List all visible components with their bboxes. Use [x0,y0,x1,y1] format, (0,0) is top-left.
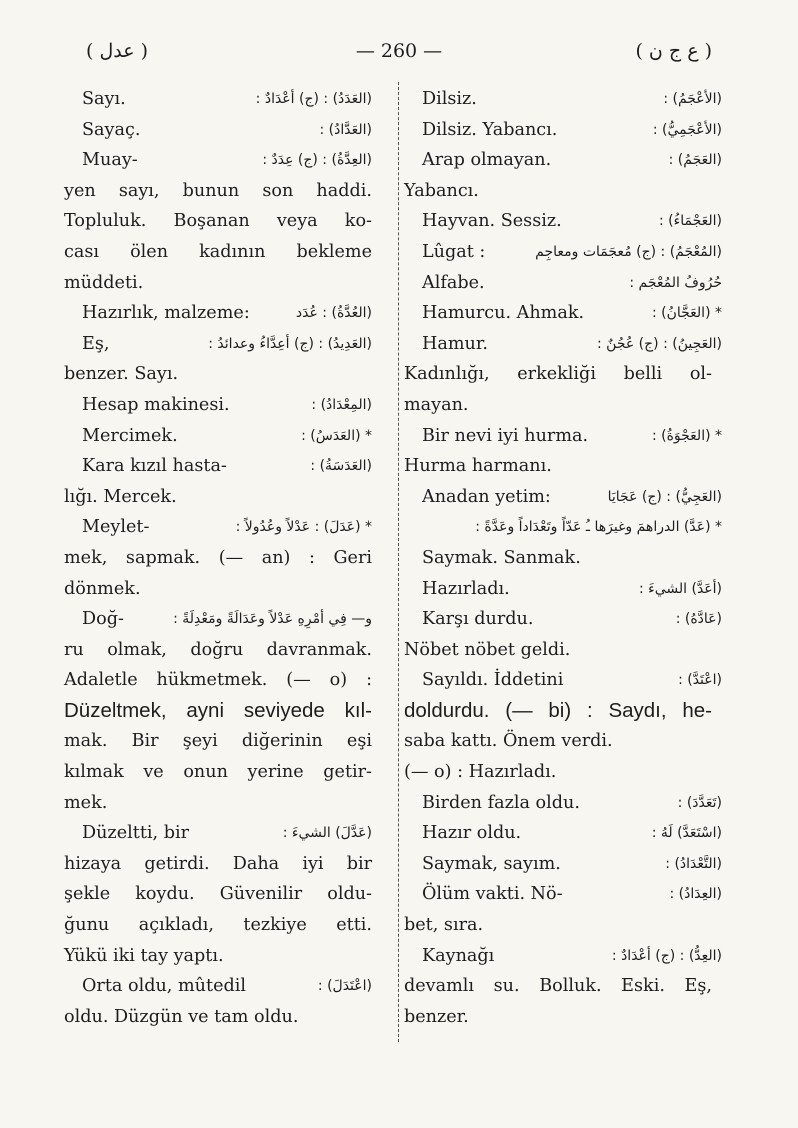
entry-line [64,421,372,452]
entry-line [404,696,712,727]
entry-line [64,726,372,757]
turkish-text: Hamurcu. Ahmak. [422,303,585,324]
entry-line [404,971,712,1002]
entry-line [64,1002,372,1033]
turkish-text: yen sayı, bunun son haddi. [64,180,372,201]
turkish-text: oldu. Düzgün ve tam oldu. [64,1006,299,1027]
turkish-text: mak. Bir şeyi diğerinin eşi [64,731,372,752]
turkish-text: Dilsiz. [422,89,477,109]
turkish-text: Lûgat : [422,241,486,262]
entry-line [404,635,712,666]
entry-line [64,512,372,543]
turkish-text: Dilsiz. Yabancı. [422,119,558,140]
arabic-headword: (عَادَّهُ) : [675,611,722,628]
turkish-text: ğunu açıkladı, tezkiye etti. [64,915,372,936]
turkish-text: (— o) : Hazırladı. [404,762,557,783]
entry-line [404,482,722,513]
entry-line [404,574,722,605]
arabic-headword: (أعَدَّ) الشيءَ : [638,580,722,597]
entry-line [404,145,722,176]
entry-line [64,757,372,788]
entry-line [64,359,372,390]
turkish-text: Doğ- [82,609,124,630]
turkish-text: Adaletle hükmetmek. (— o) : [64,670,372,691]
turkish-text: Düzeltti, bir [82,823,189,844]
column-divider [398,82,399,1042]
page-header [0,36,798,76]
entry-line [64,543,372,574]
entry-line [404,329,722,360]
entry-line [64,879,372,910]
turkish-text: saba kattı. Önem verdi. [404,731,613,752]
header-right-root: ( ع ج ن ) [635,40,712,62]
arabic-headword: * (العَجَّانُ) : [651,305,722,322]
entry-line [64,390,372,421]
arabic-headword: (تَعَدَّدَ) : [677,794,722,811]
arabic-headword: (العِدَّةُ) : (ج) عِدَدٌ : [262,152,372,169]
header-left-root: ( عدل ) [86,40,149,62]
turkish-text: dönmek. [64,578,141,599]
entry-line [64,941,372,972]
arabic-headword: (العِدُّ) : (ج) أعْدَادٌ : [611,947,722,964]
turkish-text: Sayı. [82,89,126,109]
arabic-headword: و— فِي أمْرِهِ عَدْلاً وعَدَالَةً ومَعْدِلَةً : [173,611,372,628]
arabic-headword: (الأعْجَمُ) : [663,91,722,107]
turkish-text: benzer. [404,1006,469,1027]
entry-line [64,604,372,635]
turkish-text: Yabancı. [404,180,479,201]
turkish-text: devamlı su. Bolluk. Eski. Eş, [404,976,712,997]
entry-line [64,696,372,727]
turkish-text: hizaya getirdi. Daha iyi bir [64,853,372,874]
arabic-headword: (العَدَدُ) : (ج) أعْدَادٌ : [255,91,372,107]
arabic-headword: (العَجَمُ) : [668,152,722,169]
page-number: — 260 — [355,40,443,62]
entry-line [64,665,372,696]
entry-line [404,757,712,788]
entry-line [404,298,722,329]
turkish-text: Mercimek. [82,425,178,446]
turkish-text: Sayaç. [82,119,141,140]
entry-line [404,665,722,696]
turkish-text: Nöbet nöbet geldi. [404,639,571,660]
turkish-text: Ölüm vakti. Nö- [422,884,563,905]
turkish-text: Hayvan. Sessiz. [422,211,562,232]
entry-line [404,421,722,452]
arabic-headword: (اعْتَدَلَ) : [317,978,372,995]
turkish-text: Bir nevi iyi hurma. [422,425,589,446]
turkish-text: mayan. [404,394,469,415]
turkish-text: Arap olmayan. [422,150,552,171]
entry-line [404,390,712,421]
left-column [64,84,372,1032]
turkish-text: Kaynağı [422,945,495,966]
turkish-text: Hurma harmanı. [404,456,552,477]
entry-line [404,512,722,543]
turkish-text: Hazırlık, malzeme: [82,303,250,324]
turkish-text: Eş, [82,333,110,354]
turkish-text: Saymak. Sanmak. [422,547,581,568]
entry-line [404,543,712,574]
arabic-headword: (عَدَّلَ) الشيءَ : [282,825,372,842]
turkish-text: Kara kızıl hasta- [82,456,227,477]
arabic-headword: (العَجِيُّ) : (ج) عَجَايَا [607,488,722,505]
arabic-headword: * (عَدَلَ) : عَدْلاً وعُدُولاً : [235,519,372,536]
arabic-headword: * (عَدَّ) الدراهمَ وغيرَها ـُ عَدّاً وتَعْدَاداً وعَدَّةً : [475,519,722,536]
entry-line [64,329,372,360]
turkish-text: mek. [64,792,108,813]
entry-line [64,298,372,329]
entry-line [64,574,372,605]
turkish-text: Birden fazla oldu. [422,792,580,813]
entry-line [64,635,372,666]
arabic-headword: (اعْتَدَّ) : [678,672,722,689]
entry-line [64,910,372,941]
turkish-text: ru olmak, doğru davranmak. [64,639,372,660]
entry-line [404,1002,712,1033]
turkish-text: mek, sapmak. (— an) : Geri [64,547,372,568]
right-column [404,84,722,1032]
entry-line [404,84,722,115]
entry-line [64,84,372,115]
turkish-text: Saymak, sayım. [422,853,561,874]
entry-line [404,941,722,972]
arabic-headword: (العَجْمَاءُ) : [659,213,722,230]
entry-line [404,359,712,390]
turkish-text: cası ölen kadının bekleme [64,241,372,262]
arabic-headword: (العَدَسَةُ) : [310,458,372,475]
entry-line [64,115,372,146]
turkish-text: Yükü iki tay yaptı. [64,945,224,966]
arabic-headword: (المُعْجَمُ) : (ج) مُعجَمَات ومعاجِم [535,243,722,260]
arabic-headword: (العِدَادُ) : [669,886,722,903]
arabic-headword: (التَّعْدَادُ) : [665,855,722,872]
entry-line [64,451,372,482]
turkish-text: Hamur. [422,333,488,354]
entry-line [64,971,372,1002]
entry-line [404,818,722,849]
arabic-headword: (الأعْجَمِيُّ) : [652,121,722,138]
turkish-text: kılmak ve onun yerine getir- [64,762,372,783]
arabic-headword: (العَدَّادُ) : [319,121,372,138]
entry-line [404,115,722,146]
entry-line [404,206,722,237]
entry-line [64,145,372,176]
turkish-text: benzer. Sayı. [64,364,179,385]
entry-line [404,451,712,482]
turkish-text: müddeti. [64,272,144,293]
entry-line [64,176,372,207]
entry-line [404,910,712,941]
entry-line [404,849,722,880]
arabic-headword: حُرُوفُ المُعْجَم : [629,274,722,291]
turkish-text: Hesap makinesi. [82,394,230,415]
entry-line [64,818,372,849]
entry-line [404,879,722,910]
entry-line [404,268,722,299]
entry-line [64,206,372,237]
turkish-text: Orta oldu, mûtedil [82,976,246,997]
turkish-text: Muay- [82,150,138,171]
arabic-headword: * (العَجْوَةُ) : [651,427,722,444]
entry-line [64,788,372,819]
turkish-text: Sayıldı. İddetini [422,670,564,691]
entry-line [404,237,722,268]
turkish-text: Hazırladı. [422,578,510,599]
entry-line [404,726,712,757]
entry-line [64,237,372,268]
turkish-text: bet, sıra. [404,915,484,936]
arabic-headword: (العُدَّةُ) : عُدَد [295,305,372,322]
entry-line [64,482,372,513]
entry-line [404,788,722,819]
turkish-text: Topluluk. Boşanan veya ko- [64,211,372,232]
arabic-headword: (اسْتَعَدَّ) لَهُ : [651,825,722,842]
entry-line [64,849,372,880]
turkish-text: Anadan yetim: [422,486,551,507]
turkish-text: doldurdu. (— bi) : Saydı, he- [404,698,712,722]
arabic-headword: (العَجِينُ) : (ج) عُجُنٌ : [597,335,722,352]
arabic-headword: (العَدِيدُ) : (ج) أعِدَّاءُ وعدائدُ : [208,335,372,352]
entry-line [64,268,372,299]
turkish-text: Kadınlığı, erkekliği belli ol- [404,364,712,385]
turkish-text: lığı. Mercek. [64,486,177,507]
turkish-text: Hazır oldu. [422,823,522,844]
arabic-headword: * (العَدَسُ) : [301,427,372,444]
entry-line [404,176,712,207]
turkish-text: şekle koydu. Güvenilir oldu- [64,884,372,905]
turkish-text: Düzeltmek, ayni seviyede kıl- [64,698,372,722]
turkish-text: Karşı durdu. [422,609,534,630]
turkish-text: Meylet- [82,517,150,538]
turkish-text: Alfabe. [422,272,485,293]
entry-line [404,604,722,635]
arabic-headword: (المِعْدَادُ) : [311,396,372,413]
